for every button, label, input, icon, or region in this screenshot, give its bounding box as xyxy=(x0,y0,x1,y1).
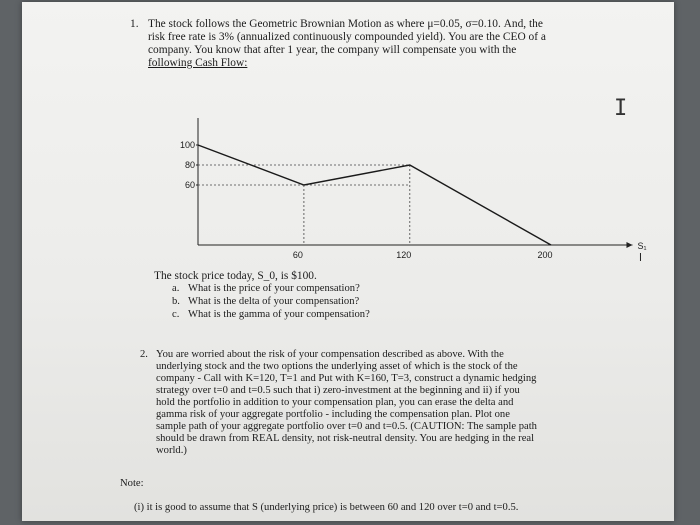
q2-line: underlying stock and the two options the underlying asset of which is the stock of the xyxy=(156,361,518,372)
payoff-line xyxy=(198,145,551,245)
cash-flow-chart xyxy=(140,112,647,272)
x-axis-label: S₁ xyxy=(637,241,647,251)
q2-line: hold the portfolio in addition to your compensation plan, you can erase the delta and xyxy=(156,397,514,408)
q1c-text: What is the gamma of your compensation? xyxy=(188,309,370,320)
q1-line-3: company. You know that after 1 year, the company will compensate you with the xyxy=(148,44,517,56)
q1b-label: b. xyxy=(172,296,180,307)
q1-number: 1. xyxy=(130,18,139,30)
q2-line: You are worried about the risk of your compensation described as above. With the xyxy=(156,349,504,360)
q1-line-4: following Cash Flow: xyxy=(148,57,248,69)
q2-line: world.) xyxy=(156,445,187,456)
x-tick-label: 60 xyxy=(292,250,303,260)
q1c-label: c. xyxy=(172,309,180,320)
q2-line: company - Call with K=120, T=1 and Put with K=160, T=3, construct a dynamic hedging xyxy=(156,373,537,384)
x-tick-label: 120 xyxy=(396,250,412,260)
note-item: (i) it is good to assume that S (underlying price) is between 60 and 120 over t=0 and t=0.5. xyxy=(134,502,519,513)
q2-line: strategy over t=0 and t=0.5 such that i) zero-investment at the beginning and ii) if you xyxy=(156,385,520,396)
stock-price-line: The stock price today, S_0, is $100. xyxy=(154,270,317,282)
q2-number: 2. xyxy=(140,349,148,360)
y-tick-label: 80 xyxy=(184,160,195,170)
x-axis-arrow-icon xyxy=(626,242,632,248)
q1a-label: a. xyxy=(172,283,180,294)
x-tick-label: 200 xyxy=(537,250,553,260)
y-tick-label: 60 xyxy=(184,180,195,190)
q2-line: should be drawn from REAL density, not risk-neutral density. You are hedging in the real xyxy=(156,433,535,444)
text-cursor-icon: I xyxy=(614,96,628,121)
note-label: Note: xyxy=(120,478,144,489)
q1b-text: What is the delta of your compensation? xyxy=(188,296,360,307)
q2-line: gamma risk of your aggregate portfolio - including the compensation plan. Plot one xyxy=(156,409,510,420)
y-tick-label: 100 xyxy=(179,140,195,150)
q1-line-2: risk free rate is 3% (annualized continuously compounded yield). You are the CEO of a xyxy=(148,31,546,43)
q2-line: sample path of your aggregate portfolio over t=0 and t=0.5. (CAUTION: The sample path xyxy=(156,421,537,432)
q1-line-1: The stock follows the Geometric Brownian Motion as where μ=0.05, σ=0.10. And, the xyxy=(148,18,543,30)
document-page xyxy=(22,2,674,521)
q1a-text: What is the price of your compensation? xyxy=(188,283,360,294)
